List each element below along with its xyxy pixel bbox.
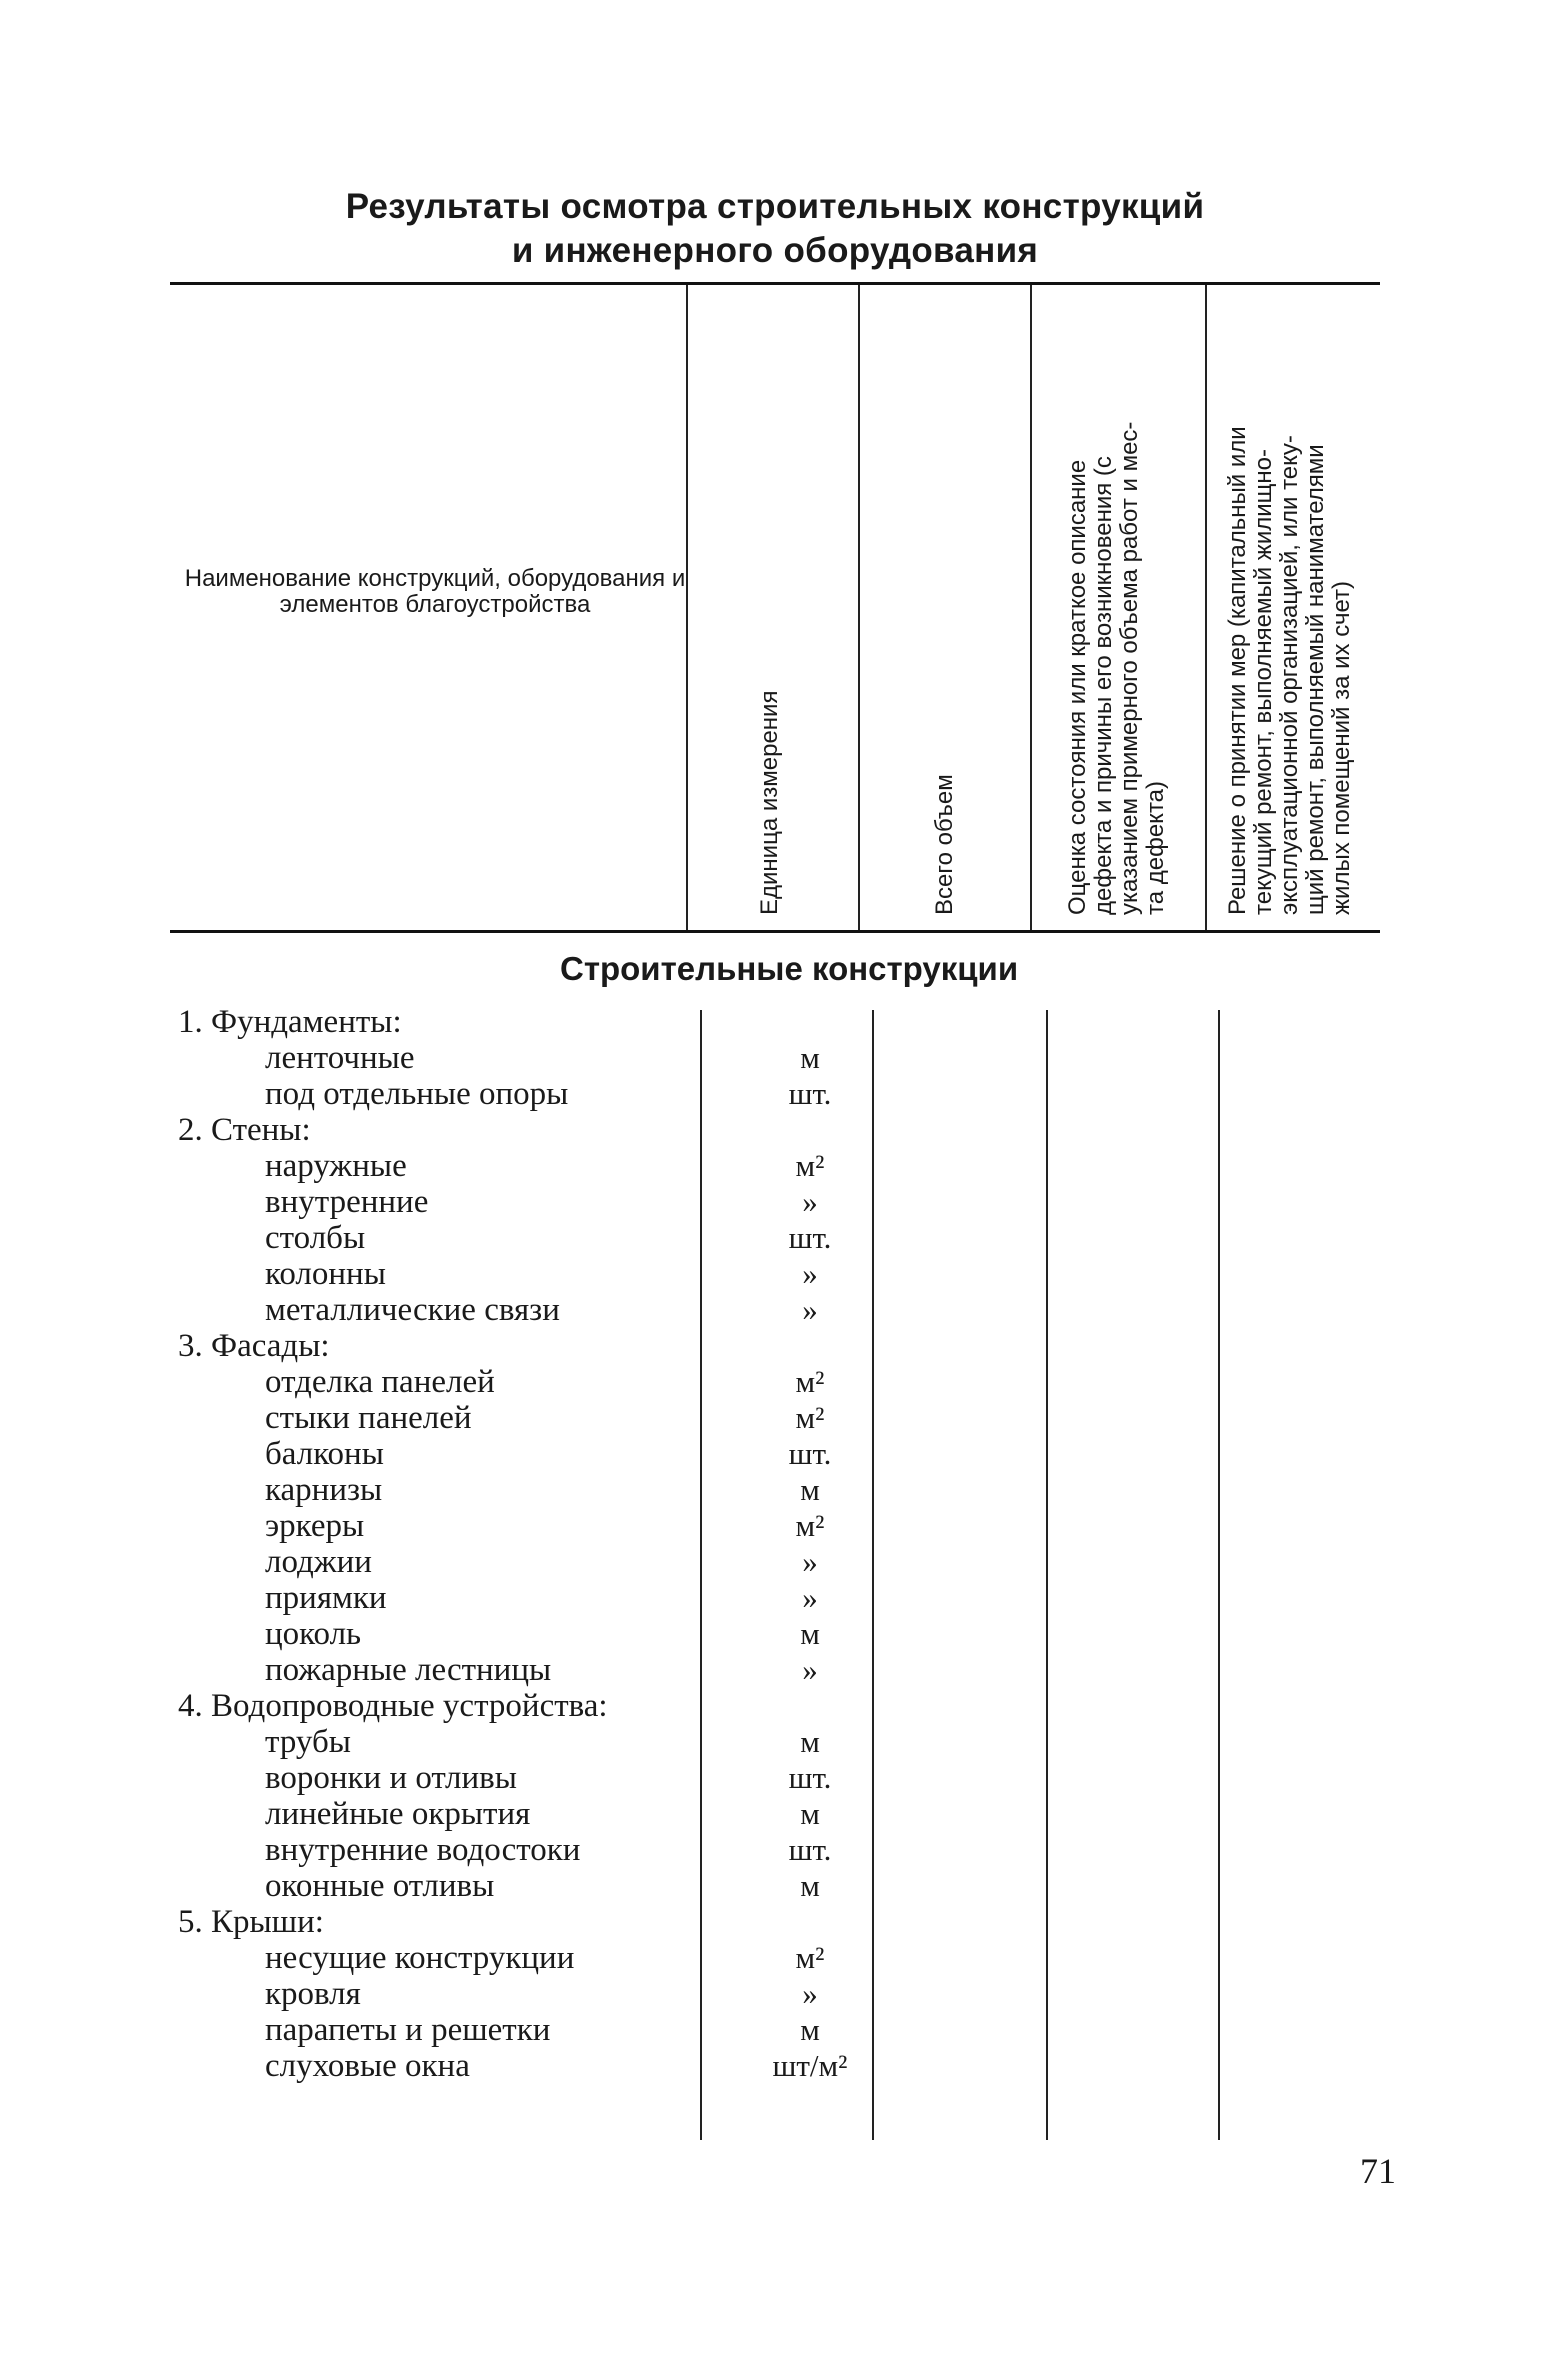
table-row (0, 1400, 1556, 1436)
unit-value: м (800, 1040, 820, 1075)
title-line-2: и инженерного оборудования (511, 231, 1039, 270)
unit-value: м (800, 1472, 820, 1507)
header-divider-2 (858, 285, 860, 930)
table-row (0, 1112, 1556, 1148)
table-row (0, 1328, 1556, 1364)
table-row (0, 1940, 1556, 1976)
element-name: несущие конструкции (265, 1940, 575, 1976)
table-row (0, 1724, 1556, 1760)
table-row (0, 1652, 1556, 1688)
table-row (0, 1184, 1556, 1220)
table-row (0, 1832, 1556, 1868)
title-line-1: Результаты осмотра строительных конструкций (345, 187, 1205, 226)
table-row (0, 1616, 1556, 1652)
unit-value: м (800, 1724, 820, 1759)
group-name: 5. Крыши: (178, 1904, 324, 1940)
element-name: стыки панелей (265, 1400, 472, 1436)
header-divider-3 (1030, 285, 1032, 930)
unit-value: м² (795, 1400, 825, 1435)
unit-value: шт. (788, 1760, 832, 1795)
table-row (0, 1040, 1556, 1076)
table-row (0, 1256, 1556, 1292)
table-row (0, 1760, 1556, 1796)
header-divider-4 (1205, 285, 1207, 930)
unit-value: м² (795, 1508, 825, 1543)
decision-line-4: щий ремонт, выполняемый нанимателями (1302, 444, 1329, 915)
group-name: 4. Водопроводные устройства: (178, 1688, 608, 1724)
table-row (0, 1796, 1556, 1832)
unit-value: м² (795, 1148, 825, 1183)
element-name: приямки (265, 1580, 387, 1616)
group-name: 3. Фасады: (178, 1328, 330, 1364)
unit-value: » (802, 1580, 818, 1615)
table-row (0, 1472, 1556, 1508)
element-name: кровля (265, 1976, 361, 2012)
unit-value: » (802, 1544, 818, 1579)
unit-value: шт. (788, 1832, 832, 1867)
group-name: 2. Стены: (178, 1112, 311, 1148)
table-row (0, 1868, 1556, 1904)
unit-value: м (800, 1616, 820, 1651)
unit-value: м (800, 2012, 820, 2047)
assessment-line-1: Оценка состояния или краткое описание (1064, 459, 1091, 915)
table-row (0, 1004, 1556, 1040)
element-name: металлические связи (265, 1292, 560, 1328)
decision-line-1: Решение о принятии мер (капитальный или (1224, 426, 1251, 915)
table-row (0, 1292, 1556, 1328)
table-row (0, 1436, 1556, 1472)
table-row (0, 1508, 1556, 1544)
element-name: цоколь (265, 1616, 362, 1652)
table-row (0, 1148, 1556, 1184)
element-name: ленточные (265, 1040, 415, 1076)
unit-value: » (802, 1292, 818, 1327)
page-number: 71 (1360, 2151, 1396, 2191)
table-row (0, 1904, 1556, 1940)
page-title (170, 185, 1380, 273)
unit-value: шт. (788, 1220, 832, 1255)
unit-value: м² (795, 1940, 825, 1975)
table-row (0, 1976, 1556, 2012)
element-name: линейные окрытия (265, 1796, 531, 1832)
unit-value: м (800, 1796, 820, 1831)
unit-value: м² (795, 1364, 825, 1399)
table-row (0, 1580, 1556, 1616)
element-name: пожарные лестницы (265, 1652, 552, 1688)
element-name: парапеты и решетки (265, 2012, 551, 2048)
element-name: лоджии (265, 1544, 372, 1580)
column-header-name: Наименование конструкций, оборудования и элементов благоустройства (184, 565, 686, 618)
element-name: трубы (265, 1724, 351, 1760)
column-header-assessment (1065, 422, 1169, 915)
element-name: столбы (265, 1220, 366, 1256)
group-name: 1. Фундаменты: (178, 1004, 402, 1040)
element-name: отделка панелей (265, 1364, 495, 1400)
section-heading: Строительные конструкции (560, 950, 1019, 987)
table-row (0, 1544, 1556, 1580)
table-row (0, 1688, 1556, 1724)
unit-value: » (802, 1184, 818, 1219)
element-name: внутренние водостоки (265, 1832, 581, 1868)
unit-value: шт. (788, 1076, 832, 1111)
element-name: воронки и отливы (265, 1760, 517, 1796)
element-name: балконы (265, 1436, 384, 1472)
header-top-rule (170, 282, 1380, 285)
table-row (0, 1076, 1556, 1112)
element-name: внутренние (265, 1184, 429, 1220)
table-body (0, 1004, 1556, 2084)
element-name: оконные отливы (265, 1868, 495, 1904)
table-row (0, 1364, 1556, 1400)
unit-value: м (800, 1868, 820, 1903)
decision-line-5: жилых помещений за их счет) (1328, 581, 1355, 915)
unit-value: шт. (788, 1436, 832, 1471)
element-name: колонны (265, 1256, 386, 1292)
column-header-decision (1225, 426, 1355, 915)
element-name: карнизы (265, 1472, 383, 1508)
column-header-unit: Единица измерения (756, 690, 783, 915)
header-bottom-rule (170, 930, 1380, 933)
unit-value: » (802, 1256, 818, 1291)
element-name: наружные (265, 1148, 407, 1184)
unit-value: » (802, 1652, 818, 1687)
table-row (0, 2012, 1556, 2048)
table-row (0, 1220, 1556, 1256)
column-header-volume: Всего объем (931, 774, 958, 915)
assessment-line-2: дефекта и причины его возникновения (с (1090, 456, 1117, 915)
element-name: под отдельные опоры (265, 1076, 569, 1112)
element-name: слуховые окна (265, 2048, 470, 2084)
element-name: эркеры (265, 1508, 365, 1544)
unit-value: » (802, 1976, 818, 2011)
decision-line-2: текущий ремонт, выполняемый жилищно- (1250, 449, 1277, 915)
unit-value: шт/м² (772, 2048, 848, 2083)
assessment-line-4: та дефекта) (1142, 780, 1169, 915)
assessment-line-3: указанием примерного объема работ и мес- (1116, 421, 1143, 915)
decision-line-3: эксплуатационной организацией, или теку- (1276, 435, 1303, 915)
table-row (0, 2048, 1556, 2084)
